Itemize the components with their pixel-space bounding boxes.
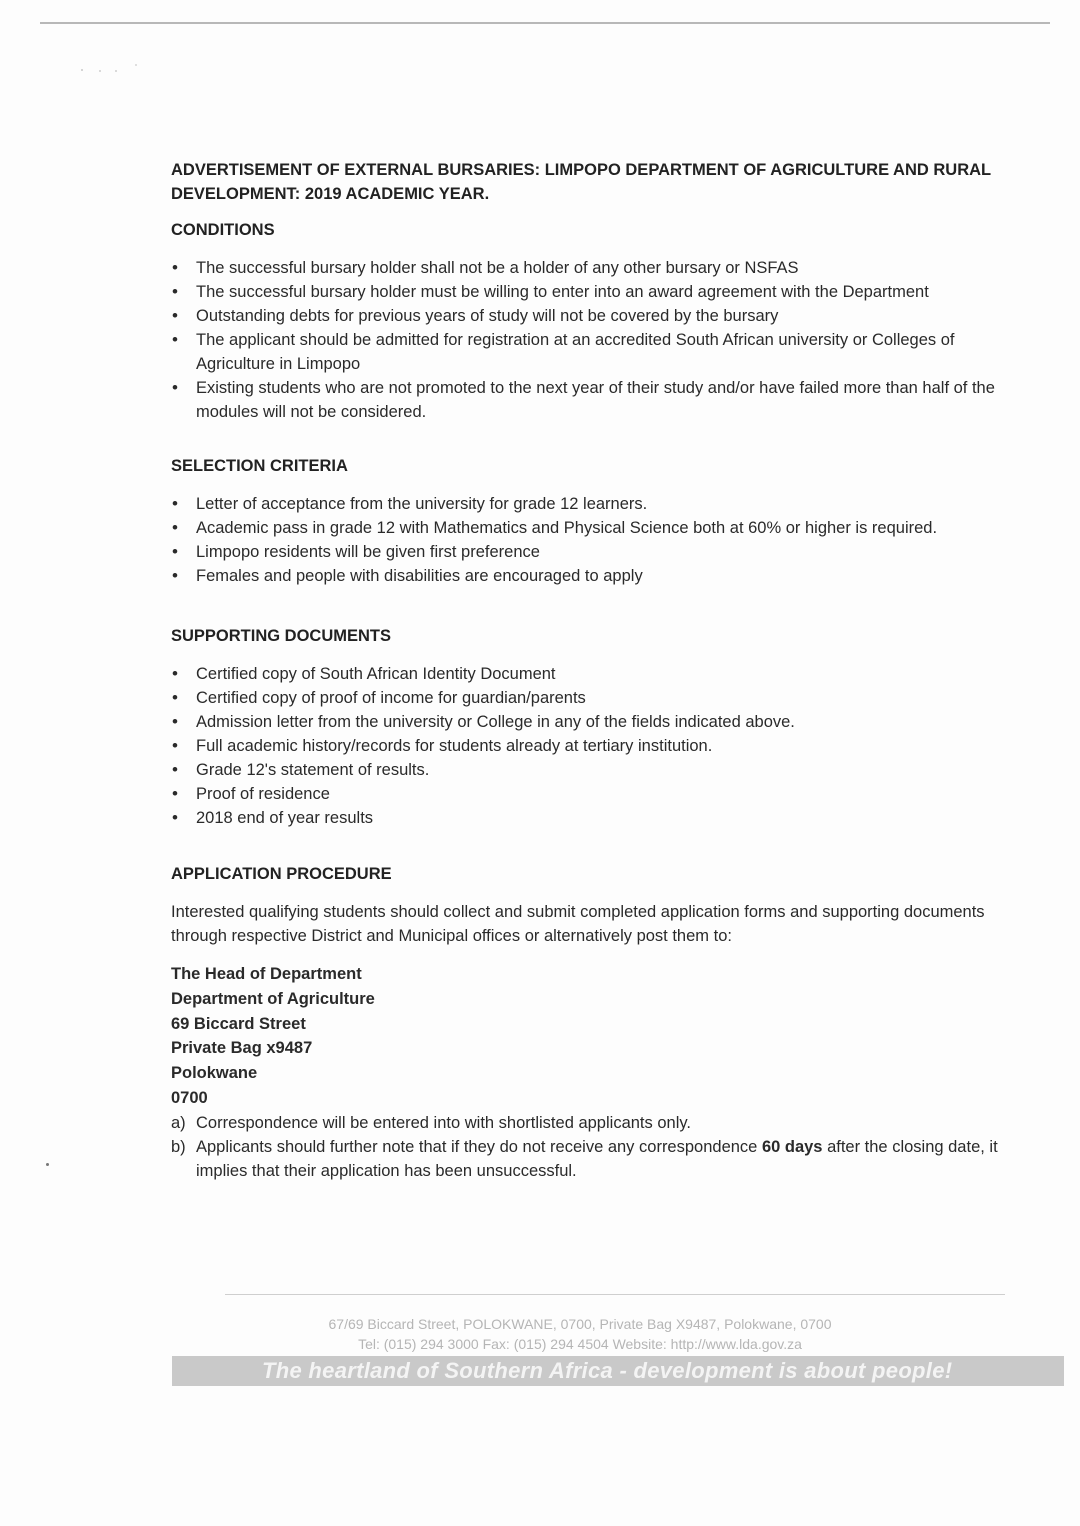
supporting-documents-list bbox=[171, 662, 1001, 830]
scan-specks bbox=[78, 64, 138, 74]
application-intro: Interested qualifying students should collect and submit completed application forms and supporting documents through respective District and Municipal offices or alternatively post them to: bbox=[171, 903, 985, 945]
list-item: • Limpopo residents will be given first preference bbox=[171, 540, 1001, 564]
selection-criteria-list bbox=[171, 492, 1001, 588]
document-body bbox=[171, 158, 1001, 1183]
conditions-list bbox=[171, 256, 1001, 424]
footer-contact: Tel: (015) 294 3000 Fax: (015) 294 4504 Website: http://www.lda.gov.za bbox=[358, 1336, 802, 1352]
scan-edge-line bbox=[40, 22, 1050, 24]
note-item bbox=[171, 1111, 1001, 1135]
list-item: • 2018 end of year results bbox=[171, 806, 1001, 830]
address-line: Department of Agriculture bbox=[171, 989, 375, 1008]
list-item: • Certified copy of South African Identity Document bbox=[171, 662, 1001, 686]
list-item: • Outstanding debts for previous years of study will not be covered by the bursary bbox=[171, 304, 1001, 328]
list-item: • Existing students who are not promoted to the next year of their study and/or have failed more than half of the modules will not be considered. bbox=[171, 376, 1001, 424]
list-item: • The applicant should be admitted for registration at an accredited South African university or Colleges of Agriculture in Limpopo bbox=[171, 328, 1001, 376]
selection-criteria-heading: SELECTION CRITERIA bbox=[171, 457, 348, 475]
list-item: • Certified copy of proof of income for guardian/parents bbox=[171, 686, 1001, 710]
footer-address: 67/69 Biccard Street, POLOKWANE, 0700, Private Bag X9487, Polokwane, 0700 bbox=[328, 1316, 832, 1332]
note-text-after: after the closing date, it implies that their application has been unsuccessful. bbox=[196, 1137, 998, 1180]
supporting-documents-heading: SUPPORTING DOCUMENTS bbox=[171, 627, 392, 645]
scan-speck bbox=[46, 1163, 49, 1166]
list-item: • The successful bursary holder shall not be a holder of any other bursary or NSFAS bbox=[171, 256, 1001, 280]
footer-tagline: The heartland of Southern Africa - development is about people! bbox=[262, 1358, 953, 1383]
note-text-before: Applicants should further note that if they do not receive any correspondence bbox=[196, 1137, 762, 1156]
address-line: 0700 bbox=[171, 1088, 208, 1107]
list-item: • Proof of residence bbox=[171, 782, 1001, 806]
list-item: • Grade 12's statement of results. bbox=[171, 758, 1001, 782]
note-marker: a) bbox=[171, 1113, 186, 1132]
conditions-heading: CONDITIONS bbox=[171, 221, 275, 239]
note-item bbox=[171, 1135, 1001, 1183]
address-line: Polokwane bbox=[171, 1064, 258, 1083]
list-item: • Admission letter from the university or College in any of the fields indicated above. bbox=[171, 710, 1001, 734]
document-title: ADVERTISEMENT OF EXTERNAL BURSARIES: LIMPOPO DEPARTMENT OF AGRICULTURE AND RURAL DEVELOPMENT: 2019 ACADEMIC YEAR. bbox=[171, 161, 991, 203]
footer-tagline-bar bbox=[172, 1356, 1064, 1386]
address-line: Private Bag x9487 bbox=[171, 1039, 313, 1058]
postal-address bbox=[171, 962, 1001, 1111]
list-item: • Academic pass in grade 12 with Mathematics and Physical Science both at 60% or higher is required. bbox=[171, 516, 1001, 540]
list-item: • The successful bursary holder must be willing to enter into an award agreement with the Department bbox=[171, 280, 1001, 304]
list-item: • Females and people with disabilities are encouraged to apply bbox=[171, 564, 1001, 588]
footer-divider bbox=[225, 1294, 1005, 1295]
note-text: Correspondence will be entered into with shortlisted applicants only. bbox=[196, 1113, 691, 1132]
note-marker: b) bbox=[171, 1137, 186, 1156]
note-emphasis: 60 days bbox=[761, 1137, 823, 1156]
procedure-notes bbox=[171, 1111, 1001, 1183]
list-item: • Full academic history/records for students already at tertiary institution. bbox=[171, 734, 1001, 758]
address-line: 69 Biccard Street bbox=[171, 1014, 306, 1033]
list-item: • Letter of acceptance from the university for grade 12 learners. bbox=[171, 492, 1001, 516]
address-line: The Head of Department bbox=[171, 965, 362, 983]
application-procedure-heading: APPLICATION PROCEDURE bbox=[171, 865, 392, 883]
